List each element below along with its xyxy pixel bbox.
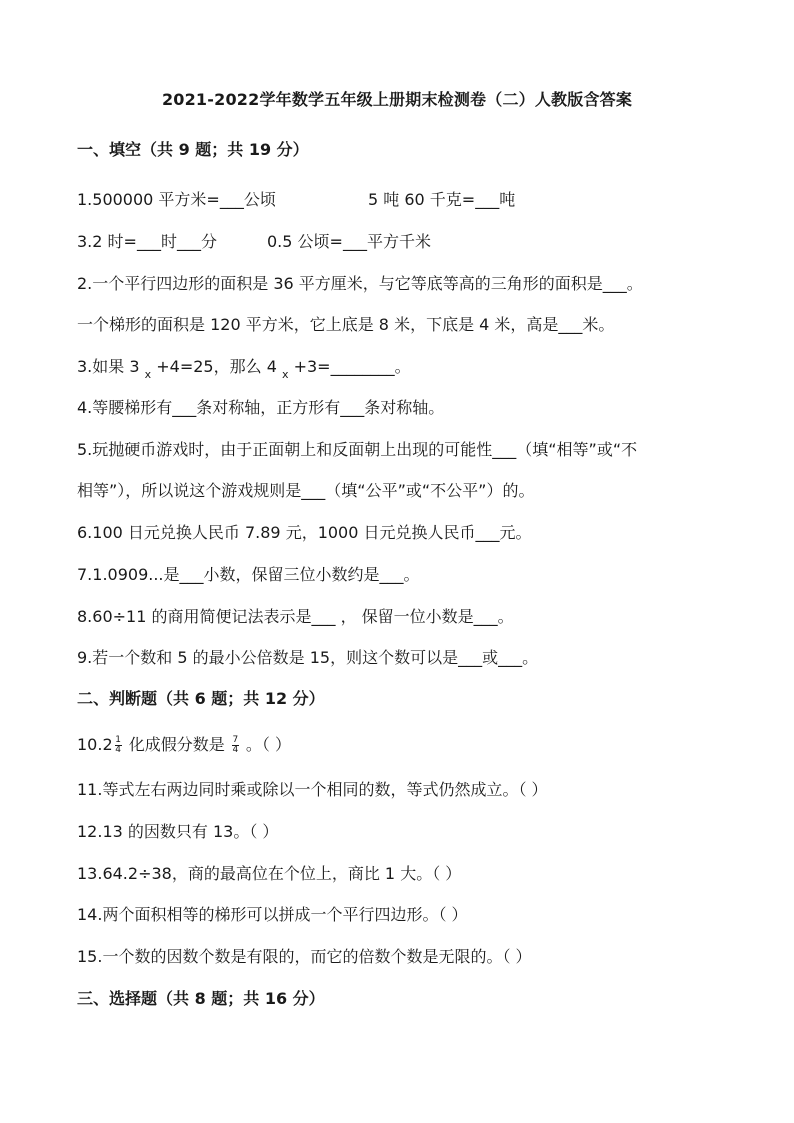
section-heading-true-false: 二、判断题（共 6 题；共 12 分） [77, 689, 325, 708]
question-1b: 5 吨 60 千克=___吨 [368, 190, 516, 209]
question-6: 6.100 日元兑换人民币 7.89 元，1000 日元兑换人民币___元。 [77, 523, 532, 542]
question-2b: 一个梯形的面积是 120 平方米，它上底是 8 米，下底是 4 米，高是___米。 [77, 315, 615, 334]
question-2a: 2.一个平行四边形的面积是 36 平方厘米，与它等底等高的三角形的面积是___。 [77, 274, 643, 293]
question-3-part-1: 3.如果 3 [77, 357, 140, 376]
question-1a: 1.500000 平方米=___公顷 [77, 190, 276, 209]
question-1d: 0.5 公顷=___平方千米 [267, 232, 431, 251]
fraction-2-numerator: 7 [232, 735, 239, 745]
fraction-1-denominator: 4 [115, 745, 121, 755]
question-7: 7.1.0909...是___小数，保留三位小数约是___。 [77, 565, 420, 584]
section-heading-fill-blank: 一、填空（共 9 题；共 19 分） [77, 140, 309, 159]
question-8: 8.60÷11 的商用简便记法表示是___ ， 保留一位小数是___。 [77, 607, 514, 626]
question-5a: 5.玩抛硬币游戏时，由于正面朝上和反面朝上出现的可能性___（填“相等”或“不 [77, 440, 638, 459]
fraction-2-denominator: 4 [232, 745, 239, 755]
section-heading-multiple-choice: 三、选择题（共 8 题；共 16 分） [77, 989, 325, 1008]
variable-x-2: x [281, 368, 289, 381]
improper-fraction [232, 736, 239, 755]
mixed-fraction [115, 736, 122, 755]
question-5b: 相等”），所以说这个游戏规则是___（填“公平”或“不公平”）的。 [77, 481, 535, 500]
fraction-1-numerator: 1 [115, 735, 121, 745]
question-3-part-3: +3=________。 [293, 357, 411, 376]
question-13: 13.64.2÷38，商的最高位在个位上，商比 1 大。（ ） [77, 864, 462, 883]
question-10-part-1: 10.2 [77, 735, 113, 754]
question-3-part-2: +4=25，那么 4 [156, 357, 277, 376]
question-4: 4.等腰梯形有___条对称轴，正方形有___条对称轴。 [77, 398, 445, 417]
variable-x-1: x [144, 368, 152, 381]
question-9: 9.若一个数和 5 的最小公倍数是 15，则这个数可以是___或___。 [77, 648, 539, 667]
question-12: 12.13 的因数只有 13。（ ） [77, 822, 279, 841]
question-15: 15.一个数的因数个数是有限的，而它的倍数个数是无限的。（ ） [77, 947, 532, 966]
question-1c: 3.2 时=___时___分 [77, 232, 217, 251]
question-10-part-3: 。（ ） [240, 735, 291, 754]
question-10-part-2: 化成假分数是 [123, 735, 230, 754]
question-11: 11.等式左右两边同时乘或除以一个相同的数，等式仍然成立。（ ） [77, 780, 548, 799]
question-3 [77, 354, 411, 381]
question-14: 14.两个面积相等的梯形可以拼成一个平行四边形。（ ） [77, 905, 468, 924]
question-10 [77, 732, 291, 755]
document-title: 2021-2022学年数学五年级上册期末检测卷（二）人教版含答案 [161, 90, 633, 109]
